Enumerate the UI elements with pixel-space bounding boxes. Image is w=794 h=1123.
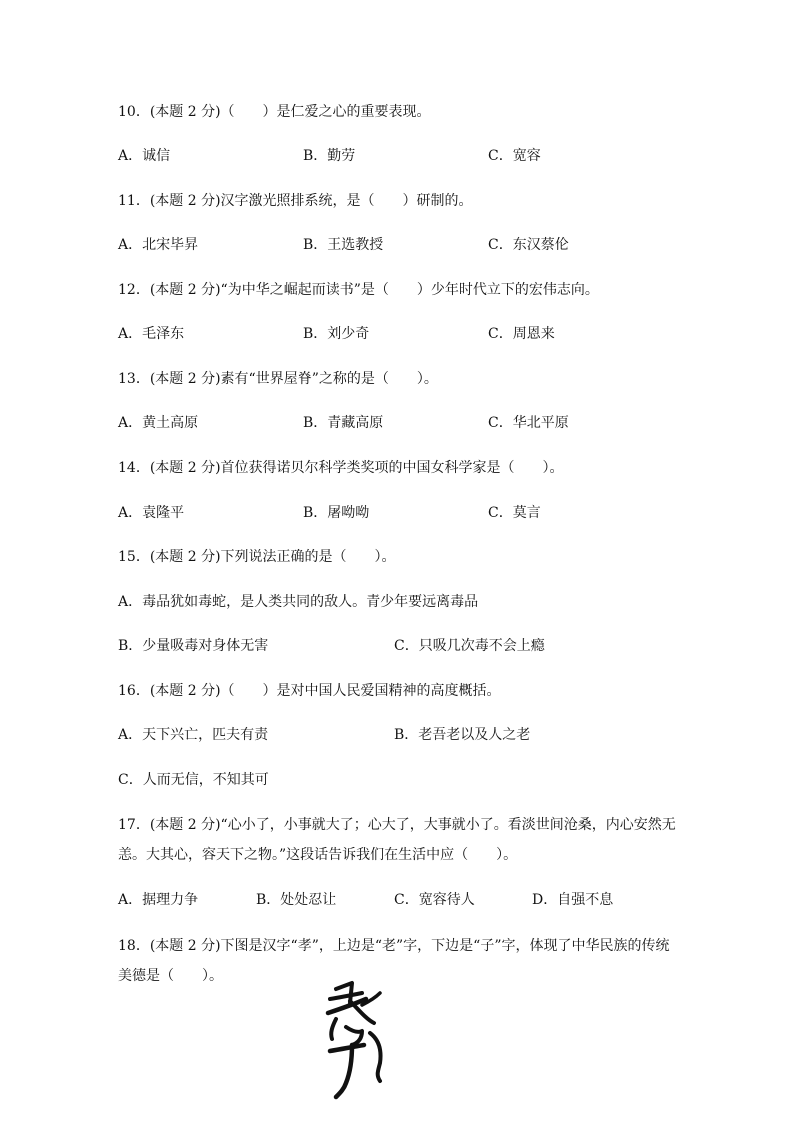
question-17-option-b: B．处处忍让 (256, 892, 337, 908)
question-14-option-a: A．袁隆平 (118, 505, 185, 521)
question-11-option-c: C．东汉蔡伦 (488, 237, 569, 253)
question-11-option-a: A．北宋毕昇 (118, 237, 199, 253)
question-14-option-b: B．屠呦呦 (303, 505, 370, 521)
question-16-option-b: B．老吾老以及人之老 (394, 727, 531, 743)
question-11-option-b: B．王选教授 (303, 237, 384, 253)
question-18-stem: 18．(本题 2 分)下图是汉字“孝”，上边是“老”字，下边是“子”字，体现了中华民族的传统美德是（ ）。 (118, 938, 670, 984)
question-10-option-c: C．宽容 (488, 148, 541, 164)
question-16-option-c: C．人而无信，不知其可 (118, 772, 269, 788)
question-17-stem: 17．(本题 2 分)“心小了，小事就大了；心大了，大事就小了。看淡世间沧桑，内心安然无恙。大其心，容天下之物。”这段话告诉我们在生活中应（ ）。 (118, 817, 676, 863)
question-12-option-c: C．周恩来 (488, 326, 555, 342)
question-17-option-d: D．自强不息 (532, 892, 614, 908)
question-16-option-a: A．天下兴亡，匹夫有责 (118, 727, 269, 743)
question-13-option-a: A．黄土高原 (118, 415, 199, 431)
question-11-stem: 11．(本题 2 分)汉字激光照排系统，是（ ）研制的。 (118, 193, 473, 209)
question-12-option-a: A．毛泽东 (118, 326, 185, 342)
question-15-stem: 15．(本题 2 分)下列说法正确的是（ ）。 (118, 549, 396, 565)
question-12-option-b: B．刘少奇 (303, 326, 370, 342)
question-13-option-b: B．青藏高原 (303, 415, 384, 431)
question-13-option-c: C．华北平原 (488, 415, 569, 431)
seal-script-xiao-character-icon (322, 975, 392, 1105)
question-15-option-b: B．少量吸毒对身体无害 (118, 638, 269, 654)
question-14-stem: 14．(本题 2 分)首位获得诺贝尔科学类奖项的中国女科学家是（ ）。 (118, 460, 564, 476)
question-15-option-c: C．只吸几次毒不会上瘾 (394, 638, 545, 654)
question-17-option-c: C．宽容待人 (394, 892, 475, 908)
question-14-option-c: C．莫言 (488, 505, 541, 521)
question-13-stem: 13．(本题 2 分)素有“世界屋脊”之称的是（ ）。 (118, 371, 438, 387)
question-17-option-a: A．据理力争 (118, 892, 199, 908)
question-10-option-a: A．诚信 (118, 148, 171, 164)
question-10-stem: 10．(本题 2 分)（ ）是仁爱之心的重要表现。 (118, 104, 431, 120)
question-10-option-b: B．勤劳 (303, 148, 356, 164)
question-16-stem: 16．(本题 2 分)（ ）是对中国人民爱国精神的高度概括。 (118, 683, 501, 699)
question-12-stem: 12．(本题 2 分)“为中华之崛起而读书”是（ ）少年时代立下的宏伟志向。 (118, 282, 599, 298)
question-15-option-a: A．毒品犹如毒蛇，是人类共同的敌人。青少年要远离毒品 (118, 594, 479, 610)
